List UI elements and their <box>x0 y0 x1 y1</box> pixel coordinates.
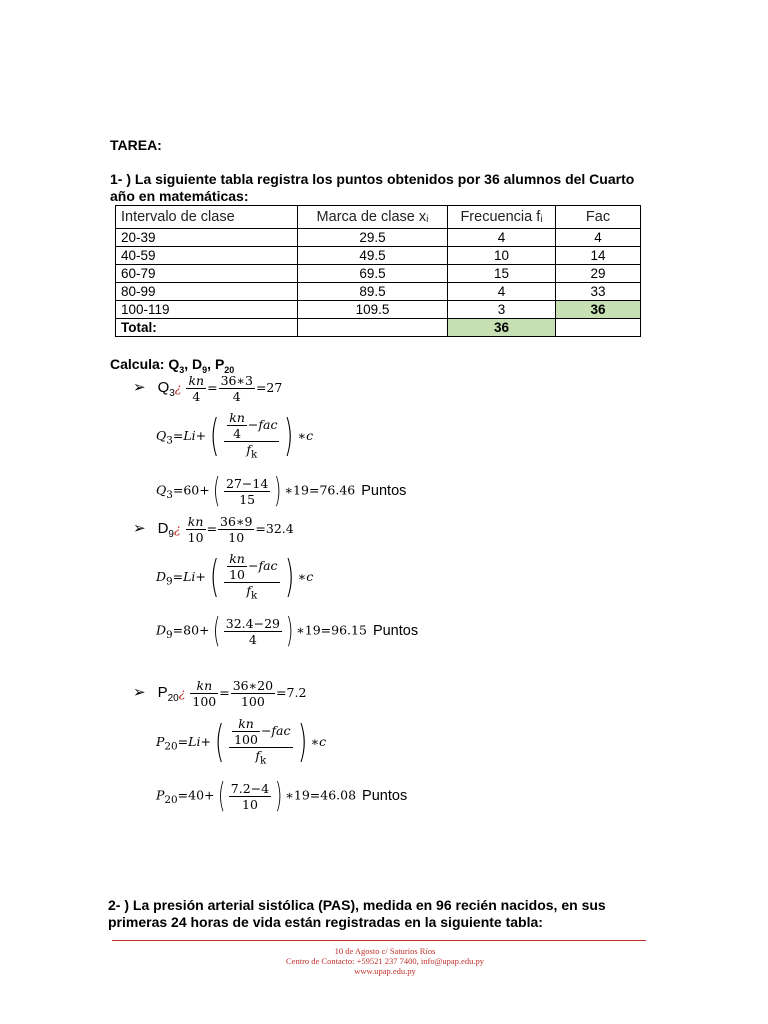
d9-result: =32.4 <box>255 521 294 536</box>
d9-fraction-values: $\frac{36∗9}{10}$ <box>220 514 253 545</box>
p20-result: =7.2 <box>276 685 307 700</box>
calc-d: , D <box>184 356 203 372</box>
footer-address: 10 de Agosto c/ Saturios Ríos <box>334 946 436 956</box>
d9-label: $D_9$ <box>157 520 174 540</box>
calc-prefix: Calcula: Q <box>110 356 180 372</box>
cell-class-mark: 89.5 <box>298 283 448 301</box>
p20-unit: Puntos <box>362 787 408 804</box>
table-total-row <box>116 319 641 337</box>
p20-label: $P_{20}$ <box>157 684 179 704</box>
cell-class-mark: 69.5 <box>298 265 448 283</box>
cell-cumulative: 33 <box>556 283 641 301</box>
cell-class-mark: 49.5 <box>298 247 448 265</box>
q3-fraction-values: $\frac{36∗3}{4}$ <box>220 373 253 404</box>
cell-interval: 80-99 <box>116 283 298 301</box>
q3-label: $Q_3$ <box>157 379 175 399</box>
header-frequency: Frecuencia fᵢ <box>448 206 556 229</box>
cell-interval: 40-59 <box>116 247 298 265</box>
footer-contact-line: Centro de Contacto: +59521 237 7400, info@upap.edu.py <box>286 956 484 966</box>
arrow-bullet-icon: ➢ <box>133 378 146 396</box>
d9-red-mark: ¿ <box>173 521 181 536</box>
p20-fraction: $\frac{kn}{100}$ <box>192 678 217 709</box>
p20-fraction-values: $\frac{36∗20}{100}$ <box>232 678 274 709</box>
cell-frequency: 15 <box>448 265 556 283</box>
cell-frequency: 4 <box>448 283 556 301</box>
calc-p: , P <box>207 356 225 372</box>
table-row <box>116 283 641 301</box>
total-empty-cell <box>556 319 641 337</box>
cell-interval: 20-39 <box>116 229 298 247</box>
cell-cumulative: 4 <box>556 229 641 247</box>
cell-interval: 60-79 <box>116 265 298 283</box>
d9-fraction: $\frac{kn}{10}$ <box>187 514 204 545</box>
header-interval: Intervalo de clase <box>116 206 298 229</box>
q3-red-mark: ¿ <box>174 380 182 395</box>
page-title: TAREA: <box>110 137 162 153</box>
q3-fraction: $\frac{kn}{4}$ <box>188 373 205 404</box>
footer-divider <box>112 940 646 941</box>
cell-cumulative: 14 <box>556 247 641 265</box>
total-frequency: 36 <box>448 319 556 337</box>
table-row <box>116 229 641 247</box>
table-header-row <box>116 206 641 229</box>
q3-substitution: $Q_3=60+$( $\frac{27-14}{15}$ ) ∗19=76.46 Puntos <box>156 471 407 511</box>
header-class-mark: Marca de clase xᵢ <box>298 206 448 229</box>
total-empty-cell <box>298 319 448 337</box>
cell-frequency: 3 <box>448 301 556 319</box>
d9-formula: $D_9=Li+$( $\frac{kn}{10}$ −fac $f_k$ ) ∗c <box>156 551 314 603</box>
cell-interval: 100-119 <box>116 301 298 319</box>
p20-formula: $P_{20}=Li+$( $\frac{kn}{100}$ −fac $f_k$ ) ∗c <box>156 716 327 768</box>
cell-cumulative-highlight: 36 <box>556 301 641 319</box>
total-label: Total: <box>116 319 298 337</box>
footer-contact <box>150 946 620 976</box>
cell-frequency: 4 <box>448 229 556 247</box>
frequency-table <box>115 205 641 337</box>
table-row <box>116 265 641 283</box>
footer-website: www.upap.edu.py <box>354 966 416 976</box>
calc-p-sub: 20 <box>224 364 235 375</box>
cell-class-mark: 29.5 <box>298 229 448 247</box>
table-row <box>116 247 641 265</box>
header-cumulative: Fac <box>556 206 641 229</box>
cell-frequency: 10 <box>448 247 556 265</box>
d9-substitution: $D_9=80+$( $\frac{32.4-29}{4}$ ) ∗19=96.15 Puntos <box>156 611 419 651</box>
calculate-heading <box>110 356 234 375</box>
q3-formula: $Q_3=Li+$( $\frac{kn}{4}$ −fac $f_k$ ) ∗c <box>156 410 314 462</box>
q3-definition: ➢ $Q_3¿$ $\frac{kn}{4}$ = $\frac{36∗3}{4}$ =27 <box>133 373 283 404</box>
calc-d-sub: 9 <box>202 364 208 375</box>
cell-cumulative: 29 <box>556 265 641 283</box>
arrow-bullet-icon: ➢ <box>133 683 146 701</box>
p20-substitution: $P_{20}=40+$( $\frac{7.2-4}{10}$ ) ∗19=46.08 Puntos <box>156 776 408 816</box>
question-2-text: 2- ) La presión arterial sistólica (PAS), medida en 96 recién nacidos, en sus primeras 24 horas de vida están registradas en la siguiente tabla: <box>108 897 606 930</box>
p20-definition: ➢ $P_{20}¿$ $\frac{kn}{100}$ = $\frac{36∗20}{100}$ =7.2 <box>133 678 307 709</box>
arrow-bullet-icon: ➢ <box>133 519 146 537</box>
question-1-text: 1- ) La siguiente tabla registra los puntos obtenidos por 36 alumnos del Cuarto año en matemáticas: <box>110 171 635 204</box>
cell-class-mark: 109.5 <box>298 301 448 319</box>
p20-red-mark: ¿ <box>178 685 186 700</box>
table-row <box>116 301 641 319</box>
d9-unit: Puntos <box>372 622 419 639</box>
q3-result: =27 <box>255 380 283 395</box>
q3-unit: Puntos <box>361 482 407 499</box>
calc-q-sub: 3 <box>179 364 185 375</box>
d9-definition: ➢ $D_9¿$ $\frac{kn}{10}$ = $\frac{36∗9}{10}$ =32.4 <box>133 514 294 545</box>
